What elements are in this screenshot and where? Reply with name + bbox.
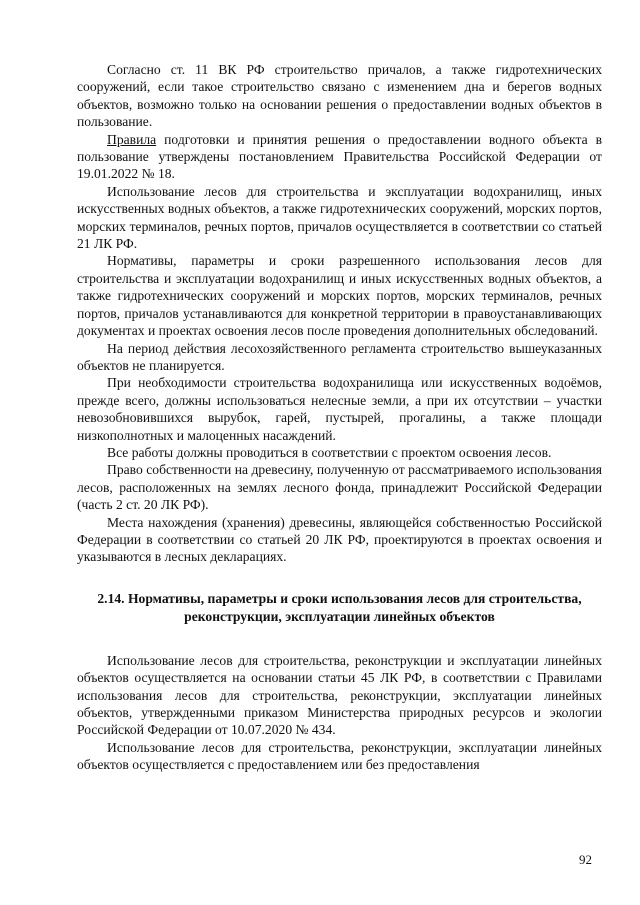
paragraph-works: Все работы должны проводиться в соответствии с проектом освоения лесов.: [107, 444, 552, 460]
paragraph-rules: [77, 131, 602, 183]
page-number: 92: [579, 852, 592, 867]
paragraph-storage: Места нахождения (хранения) древесины, являющейся собственностью Российской Федерации в соответствии со статьей 20 ЛК РФ, проектируются в проектах освоения и указываются в лесных декларациях.: [77, 514, 602, 565]
paragraph-ownership: Право собственности на древесину, полученную от рассматриваемого использования лесов, расположенных на землях лесного фонда, принадлежит Российской Федерации (часть 2 ст. 20 ЛК РФ).: [77, 462, 602, 513]
paragraph-reservoirs: Использование лесов для строительства и эксплуатации водохранилищ, иных искусственных водных объектов, а также гидротехнических сооружений, морских портов, морских терминалов, речных портов, причалов осуществляется в соответствии со статьей 21 ЛК РФ.: [77, 183, 602, 252]
paragraph-period: На период действия лесохозяйственного регламента строительство вышеуказанных объектов не планируется.: [77, 340, 602, 373]
paragraph-norms: Нормативы, параметры и сроки разрешенного использования лесов для строительства и эксплуатации водохранилищ и иных искусственных водных объектов, а также гидротехнических сооружений и морских портов, морских терминалов, речных портов, причалов устанавливаются для конкретной территории в правоустанавливающих документах и проектах освоения лесов после проведения дополнительных обследований.: [77, 253, 602, 339]
section-heading: 2.14. Нормативы, параметры и сроки использования лесов для строительства, реконструкции, эксплуатации линейных объектов: [97, 590, 582, 624]
rules-text: подготовки и принятия решения о предоставлении водного объекта в пользование утверждены постановлением Правительства Российской Федерации от 19.01.2022 № 18.: [77, 131, 602, 182]
page-content: [77, 61, 602, 774]
paragraph-linear-usage: Использование лесов для строительства, реконструкции, эксплуатации линейных объектов осуществляется с предоставлением или без предоставления: [77, 739, 602, 773]
paragraph-linear-objects: Использование лесов для строительства, реконструкции и эксплуатации линейных объектов осуществляется на основании статьи 45 ЛК РФ, в соответствии с Правилами использования лесов для строительства, реконструкции, эксплуатации линейных объектов, утвержденными приказом Министерства природных ресурсов и экологии Российской Федерации от 10.07.2020 № 434.: [77, 652, 602, 738]
rules-link[interactable]: Правила: [107, 131, 157, 147]
paragraph-water-code: Согласно ст. 11 ВК РФ строительство причалов, а также гидротехнических сооружений, если такое строительство связано с изменением дна и берегов водных объектов, возможно только на основании решения о предоставлении водных объектов в пользование.: [77, 62, 602, 130]
paragraph-necessity: При необходимости строительства водохранилища или искусственных водоёмов, прежде всего, должны использоваться нелесные земли, а при их отсутствии – участки невозобновившихся вырубок, гарей, пустырей, прогалины, а также площади низкополнотных и малоценных насаждений.: [77, 375, 602, 443]
